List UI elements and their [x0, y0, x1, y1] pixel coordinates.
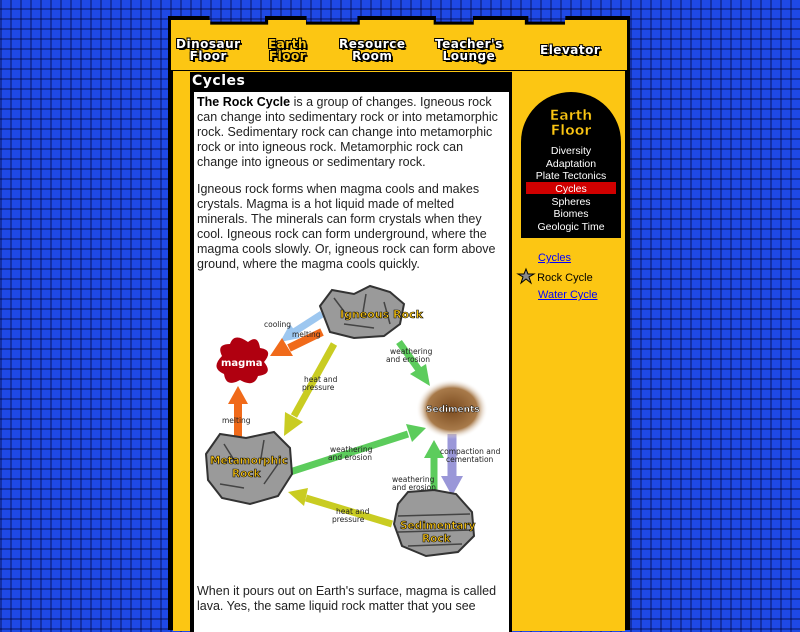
igneous-rock-node — [320, 286, 424, 338]
label-melting-top: melting — [292, 330, 321, 339]
nav-resource-room[interactable] — [339, 38, 405, 62]
nav-label: Room — [352, 49, 393, 63]
nav-label: Dinosaur — [176, 37, 241, 51]
nav-earth-floor[interactable] — [268, 38, 307, 62]
sidebar-title: Earth — [549, 108, 593, 124]
label-cooling: cooling — [264, 320, 291, 329]
nav-label: Earth — [268, 37, 307, 51]
label-cementation: cementation — [446, 455, 494, 464]
sublink-rock-cycle-current — [518, 269, 618, 284]
sidebar-title-2: Floor — [550, 123, 592, 139]
label-melting-left: melting — [222, 416, 251, 425]
nav-label: Floor — [189, 49, 227, 63]
rock-cycle-label: Rock Cycle — [537, 272, 593, 284]
label-weathering-bottom: weathering — [392, 475, 435, 484]
sedimentary-label: Sedimentary — [400, 520, 476, 532]
arrow-compaction — [441, 434, 463, 496]
nav-label: Teacher's — [435, 37, 503, 51]
nav-label: Floor — [268, 49, 307, 63]
star-icon — [518, 269, 534, 283]
nav-elevator[interactable] — [540, 44, 600, 56]
sidebar-item-cycles[interactable]: Cycles — [555, 183, 587, 195]
label-heat-left: heat and — [304, 375, 338, 384]
label-heat-bottom: heat and — [336, 507, 370, 516]
sidebar-menu — [518, 90, 624, 240]
nav-label: Lounge — [442, 49, 496, 63]
nav-label: Elevator — [540, 43, 601, 57]
intro-paragraph — [197, 95, 505, 170]
sediments-node — [416, 379, 488, 439]
label-pressure-bottom: pressure — [332, 515, 365, 524]
sidebar-item-diversity[interactable]: Diversity — [550, 145, 592, 157]
nav-dinosaur-floor[interactable] — [176, 38, 241, 62]
sidebar-item-biomes[interactable]: Biomes — [553, 208, 589, 220]
metamorphic-rock-node — [206, 432, 292, 504]
igneous-rock-label: Igneous Rock — [340, 308, 423, 321]
metamorphic-label-2: Rock — [232, 468, 261, 480]
magma-label: magma — [221, 358, 263, 369]
sediments-label: Sediments — [426, 405, 480, 415]
nav-teachers-lounge[interactable] — [435, 38, 503, 62]
label-weathering-mid: weathering — [330, 445, 373, 454]
sidebar-item-plate-tectonics[interactable]: Plate Tectonics — [535, 170, 607, 182]
label-erosion-top: and erosion — [386, 355, 430, 364]
rock-cycle-diagram — [194, 284, 509, 574]
label-erosion-bottom: and erosion — [392, 483, 436, 492]
sublink-water-cycle[interactable]: Water Cycle — [538, 289, 598, 301]
igneous-paragraph: Igneous rock forms when magma cools and makes crystals. Magma is a hot liquid made of melted minerals. The minerals can form crystals when they cool. Igneous rock can form underground, where the magma cools slowly. Or, igneous rock can form above ground, where the magma cools quickly. — [197, 182, 496, 271]
sidebar-item-spheres[interactable]: Spheres — [551, 196, 591, 208]
sidebar-item-geologic-time[interactable]: Geologic Time — [537, 221, 605, 233]
metamorphic-label: Metamorphic — [210, 455, 288, 467]
label-erosion-mid: and erosion — [328, 453, 372, 462]
sedimentary-rock-node — [394, 490, 476, 556]
main-content — [194, 92, 509, 632]
nav-label: Resource — [339, 37, 406, 51]
magma-node — [216, 337, 268, 383]
page-frame — [168, 16, 630, 616]
sedimentary-label-2: Rock — [422, 533, 451, 545]
section-title: Cycles — [192, 73, 246, 89]
rock-cycle-term: The Rock Cycle — [197, 95, 291, 109]
sub-navigation — [518, 252, 618, 306]
label-compaction: compaction and — [440, 447, 501, 456]
label-weathering-top: weathering — [390, 347, 433, 356]
intro-text: is a group of changes. Igneous rock can change into sedimentary rock or into metamorphic rock. Sedimentary rock can change into metamorphic rock or into igneous rock. Metamorphic rock can change into igneous or sedimentary rock. — [197, 95, 498, 169]
lava-paragraph: When it pours out on Earth's surface, magma is called lava. Yes, the same liquid rock matter that you see — [197, 584, 497, 613]
sublink-cycles[interactable]: Cycles — [538, 252, 572, 264]
label-pressure-left: pressure — [302, 383, 335, 392]
sidebar-item-adaptation[interactable]: Adaptation — [545, 158, 597, 170]
